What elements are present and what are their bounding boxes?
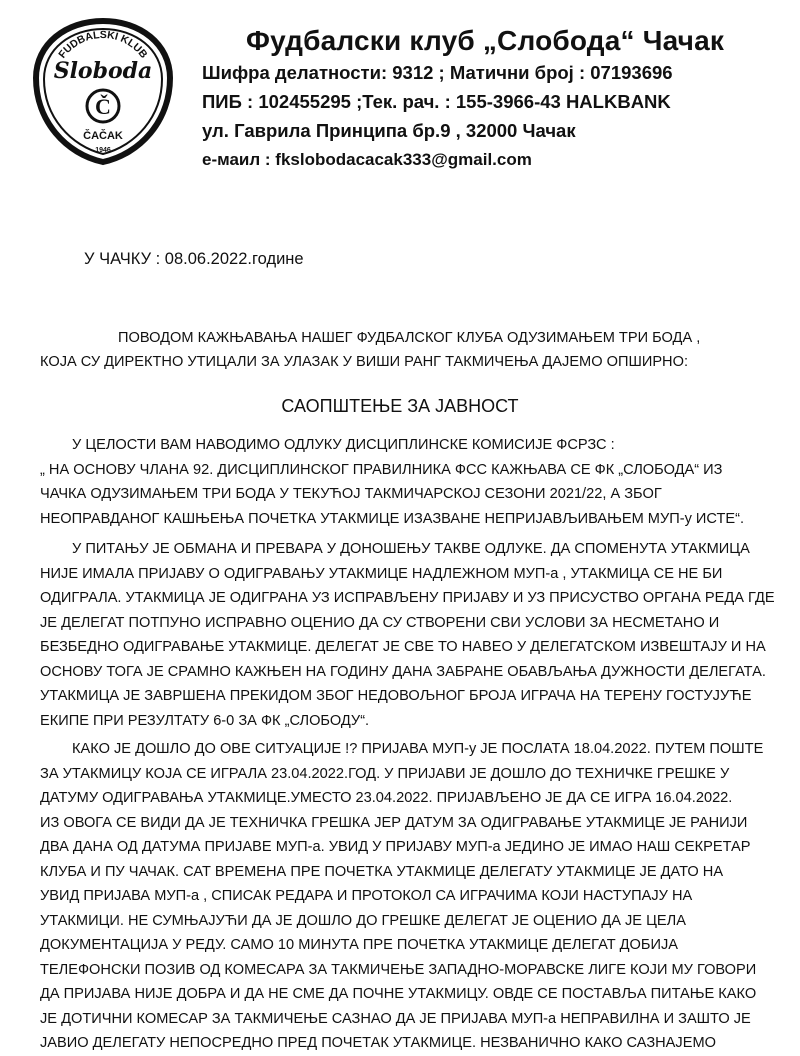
document-date: У ЧАЧКУ : 08.06.2022.године [84,250,304,268]
activity-code-line: Шифра делатности: 9312 ; Матични број : 07193696 [202,62,673,83]
paragraph-line: У ПИТАЊУ ЈЕ ОБМАНА И ПРЕВАРА У ДОНОШЕЊУ ТАКВЕ ОДЛУКЕ. ДА СПОМЕНУТА УТАКМИЦА [72,541,750,557]
paragraph-line: У ЦЕЛОСТИ ВАМ НАВОДИМО ОДЛУКУ ДИСЦИПЛИНСКЕ КОМИСИЈЕ ФСРЗС : [72,437,615,453]
logo-year: 1946 [95,147,111,154]
paragraph-line: НИЈЕ ИМАЛА ПРИЈАВУ О ОДИГРАВАЊУ УТАКМИЦЕ НАДЛЕЖНОМ МУП-а , УТАКМИЦА СЕ НЕ БИ [40,565,723,582]
paragraph-line: „ НА ОСНОВУ ЧЛАНА 92. ДИСЦИПЛИНСКОГ ПРАВИЛНИКА ФСС КАЖЊАВА СЕ ФК „СЛОБОДА“ ИЗ [40,461,723,478]
paragraph-line: ЗА УТАКМИЦУ КОЈА СЕ ИГРАЛА 23.04.2022.ГОД. У ПРИЈАВИ ЈЕ ДОШЛО ДО ТЕХНИЧКЕ ГРЕШКЕ У [40,765,730,782]
paragraph-line: ДВА ДАНА ОД ДАТУМА ПРИЈАВЕ МУП-а. УВИД У ПРИЈАВУ МУП-а ЈЕДИНО ЈЕ ИМАО НАШ СЕКРЕТАР [40,839,751,855]
paragraph-line: КАКО ЈЕ ДОШЛО ДО ОВЕ СИТУАЦИЈЕ !? ПРИЈАВА МУП-у ЈЕ ПОСЛАТА 18.04.2022. ПУТЕМ ПОШТЕ [72,741,764,757]
paragraph-decision [40,433,780,531]
paragraph-line: ТЕЛЕФОНСКИ ПОЗИВ ОД КОМЕСАРА ЗА ТАКМИЧЕЊЕ ЗАПАДНО-МОРАВСКЕ ЛИГЕ КОЈИ МУ ГОВОРИ [40,961,757,978]
paragraph-line: БЕЗБЕДНО ОДИГРАВАЊЕ УТАКМИЦЕ. ДЕЛЕГАТ ЈЕ СВЕ ТО НАВЕО У ДЕЛЕГАТСКОМ ИЗВЕШТАЈУ И НА [40,639,766,655]
paragraph-line: НЕОПРАВДАНОГ КАШЊЕЊА ПОЧЕТКА УТАКМИЦЕ ИЗАЗВАНЕ НЕПРИЈАВЉИВАЊЕМ МУП-у ИСТЕ“. [40,510,745,527]
logo-monogram: Č [95,94,111,119]
paragraph-line: ЈАВИО ДЕЛЕГАТУ НЕПОСРЕДНО ПРЕД ПОЧЕТАК УТАКМИЦЕ. НЕЗВАНИЧНО КАКО САЗНАЈЕМО [40,1035,716,1051]
logo-city-text: ČAČAK [83,130,123,142]
club-name: Фудбалски клуб „Слобода“ Чачак [246,25,725,56]
address-line: ул. Гаврила Принципа бр.9 , 32000 Чачак [202,120,576,141]
paragraph-line: ЈЕ ДЕЛЕГАТ ПОТПУНО ИСПРАВНО ОЦЕНИО ДА СУ СТВОРЕНИ СВИ УСЛОВИ ЗА НЕСМЕТАНО И [40,614,720,631]
tax-account-line: ПИБ : 102455295 ;Тек. рач. : 155-3966-43 HALKBANK [202,91,671,112]
paragraph-line: УТАКМИЦА ЈЕ ЗАВРШЕНА ПРЕКИДОМ ЗБОГ НЕДОВОЉНОГ БРОЈА ИГРАЧА НА ТЕРЕНУ ГОСТУЈУЋЕ [40,688,752,704]
paragraph-line: УВИД ПРИЈАВА МУП-а , СПИСАК РЕДАРА И ПРОТОКОЛ СА ИГРАЧИМА КОЈИ НАСТУПАЈУ НА [40,888,693,904]
club-info-block [202,24,787,174]
intro-line: ПОВОДОМ КАЖЊАВАЊА НАШЕГ ФУДБАЛСКОГ КЛУБА ОДУЗИМАЊЕМ ТРИ БОДА , [118,330,701,346]
paragraph-line: КЛУБА И ПУ ЧАЧАК. САТ ВРЕМЕНА ПРЕ ПОЧЕТКА УТАКМИЦЕ ДЕЛЕГАТУ УТАКМИЦЕ ЈЕ ДАТО НА [40,863,724,880]
club-crest-icon [28,16,178,166]
paragraph-line: ДАТУМУ ОДИГРАВАЊА УТАКМИЦЕ.УМЕСТО 23.04.2022. ПРИЈАВЉЕНО ЈЕ ДА СЕ ИГРА 16.04.2022. [40,790,733,806]
paragraph-line: ИЗ ОВОГА СЕ ВИДИ ДА ЈЕ ТЕХНИЧКА ГРЕШКА ЈЕР ДАТУМ ЗА ОДИГРАВАЊЕ УТАКМИЦЕ ЈЕ РАНИЈИ [40,814,748,831]
club-logo [28,16,178,166]
logo-script-text: Sloboda [53,58,153,84]
logo-top-text: FUDBALSKI KLUB [56,28,150,61]
paragraph-deception [40,537,780,733]
intro-line: КОЈА СУ ДИРЕКТНО УТИЦАЛИ ЗА УЛАЗАК У ВИШИ РАНГ ТАКМИЧЕЊА ДАЈЕМО ОПШИРНО: [40,354,688,370]
intro-text [40,326,780,374]
paragraph-line: ЈЕ ДОТИЧНИ КОМЕСАР ЗА ТАКМИЧЕЊЕ САЗНАО ДА ЈЕ ПРИЈАВА МУП-а НЕПРАВИЛНА И ЗАШТО ЈЕ [40,1010,751,1027]
email-line: е-маил : fkslobodacacak333@gmail.com [202,150,532,169]
paragraph-line: ДА ПРИЈАВА НИЈЕ ДОБРА И ДА НЕ СМЕ ДА ПОЧНЕ УТАКМИЦУ. ОВДЕ СЕ ПОСТАВЉА ПИТАЊЕ КАКО [40,986,757,1002]
paragraph-line: ОСНОВУ ТОГА ЈЕ СРАМНО КАЖЊЕН НА ГОДИНУ ДАНА ЗАБРАНЕ ОБАВЉАЊА ДУЖНОСТИ ДЕЛЕГАТА. [40,663,766,680]
statement-heading: САОПШТЕЊЕ ЗА ЈАВНОСТ [281,396,519,416]
paragraph-line: ДОКУМЕНТАЦИЈА У РЕДУ. САМО 10 МИНУТА ПРЕ ПОЧЕТКА УТАКМИЦЕ ДЕЛЕГАТ ДОБИЈА [40,937,679,953]
paragraph-line: ЕКИПЕ ПРИ РЕЗУЛТАТУ 6-0 ЗА ФК „СЛОБОДУ“. [40,712,370,729]
paragraph-line: УТАКМИЦИ. НЕ СУМЊАЈУЋИ ДА ЈЕ ДОШЛО ДО ГРЕШКЕ ДЕЛЕГАТ ЈЕ ОЦЕНИО ДА ЈЕ ЦЕЛА [40,912,686,929]
paragraph-line: ОДИГРАЛА. УТАКМИЦА ЈЕ ОДИГРАНА УЗ ИСПРАВЉЕНУ ПРИЈАВУ И УЗ ПРИСУСТВО ОРГАНА РЕДА ГДЕ [40,590,775,606]
paragraph-line: ЧАЧКА ОДУЗИМАЊЕМ ТРИ БОДА У ТЕКУЋОЈ ТАКМИЧАРСКОЈ СЕЗОНИ 2021/22, А ЗБОГ [40,486,662,502]
paragraph-explanation [40,737,780,1056]
